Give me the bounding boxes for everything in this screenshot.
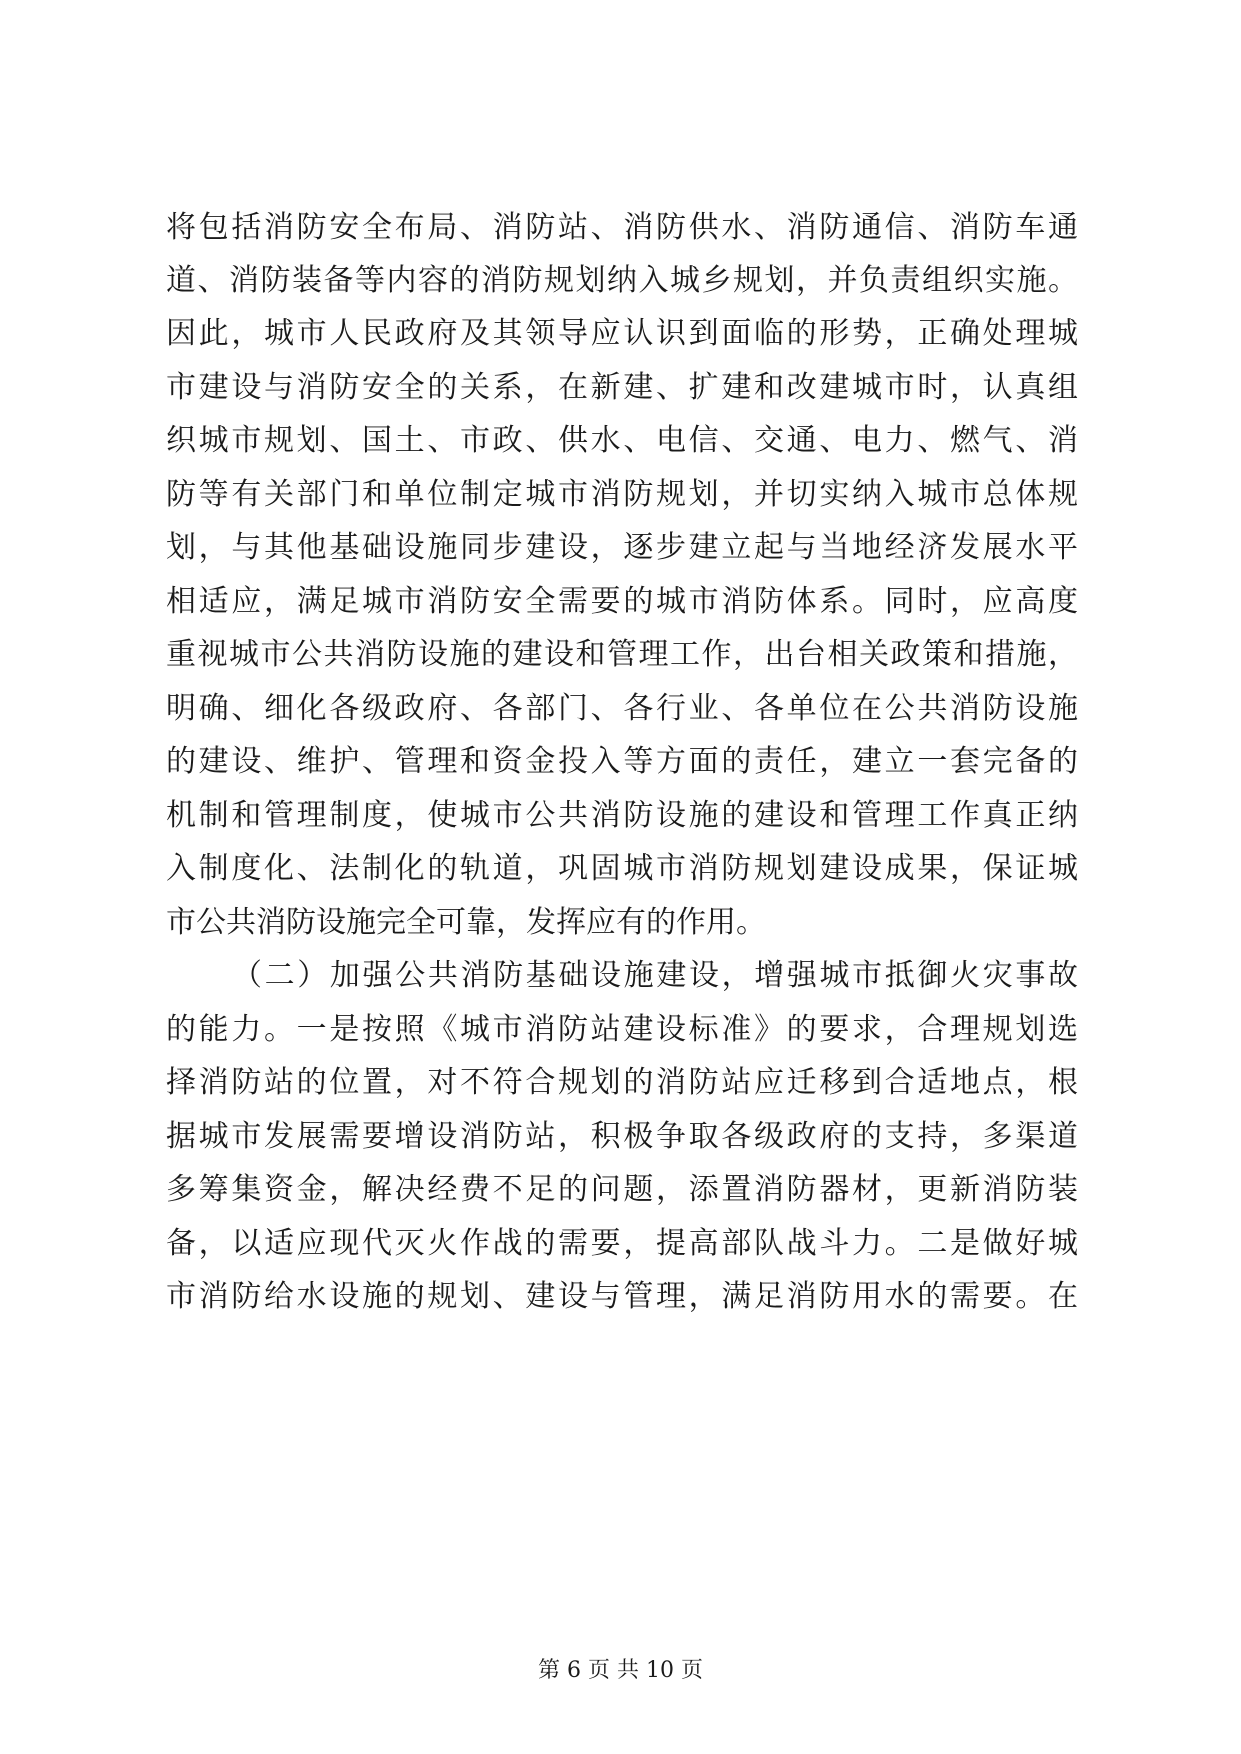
body-text-line: 将包括消防安全布局、消防站、消防供水、消防通信、消防车通 [166,210,1078,245]
body-text-line: 重视城市公共消防设施的建设和管理工作，出台相关政策和措施， [166,637,1078,672]
body-text-line: 道、消防装备等内容的消防规划纳入城乡规划，并负责组织实施。 [166,263,1078,298]
body-text-line: 明确、细化各级政府、各部门、各行业、各单位在公共消防设施 [166,691,1078,726]
body-text-line: 多筹集资金，解决经费不足的问题，添置消防器材，更新消防装 [166,1172,1078,1207]
body-text-line: 据城市发展需要增设消防站，积极争取各级政府的支持，多渠道 [166,1119,1078,1154]
body-text-line: 划，与其他基础设施同步建设，逐步建立起与当地经济发展水平 [166,530,1078,565]
body-text-line: 择消防站的位置，对不符合规划的消防站应迁移到合适地点，根 [166,1065,1078,1100]
body-text-line: 防等有关部门和单位制定城市消防规划，并切实纳入城市总体规 [166,477,1078,512]
body-text-line: 市消防给水设施的规划、建设与管理，满足消防用水的需要。在 [166,1279,1078,1314]
body-text-line: 织城市规划、国土、市政、供水、电信、交通、电力、燃气、消 [166,423,1078,458]
body-text-line: 相适应，满足城市消防安全需要的城市消防体系。同时，应高度 [166,584,1078,619]
body-text-line: 机制和管理制度，使城市公共消防设施的建设和管理工作真正纳 [166,798,1078,833]
body-text-line: 因此，城市人民政府及其领导应认识到面临的形势，正确处理城 [166,316,1078,351]
section-heading-line: （二）加强公共消防基础设施建设，增强城市抵御火灾事故 [232,958,1078,993]
body-text-line: 市公共消防设施完全可靠，发挥应有的作用。 [166,905,766,940]
body-text-line: 备，以适应现代灭火作战的需要，提高部队战斗力。二是做好城 [166,1226,1078,1261]
body-text-line: 的能力。一是按照《城市消防站建设标准》的要求，合理规划选 [166,1012,1078,1047]
body-text-line: 入制度化、法制化的轨道，巩固城市消防规划建设成果，保证城 [166,851,1078,886]
page-number-footer: 第 6 页 共 10 页 [538,1658,703,1683]
body-text-line: 的建设、维护、管理和资金投入等方面的责任，建立一套完备的 [166,744,1078,779]
body-text-line: 市建设与消防安全的关系，在新建、扩建和改建城市时，认真组 [166,370,1078,405]
